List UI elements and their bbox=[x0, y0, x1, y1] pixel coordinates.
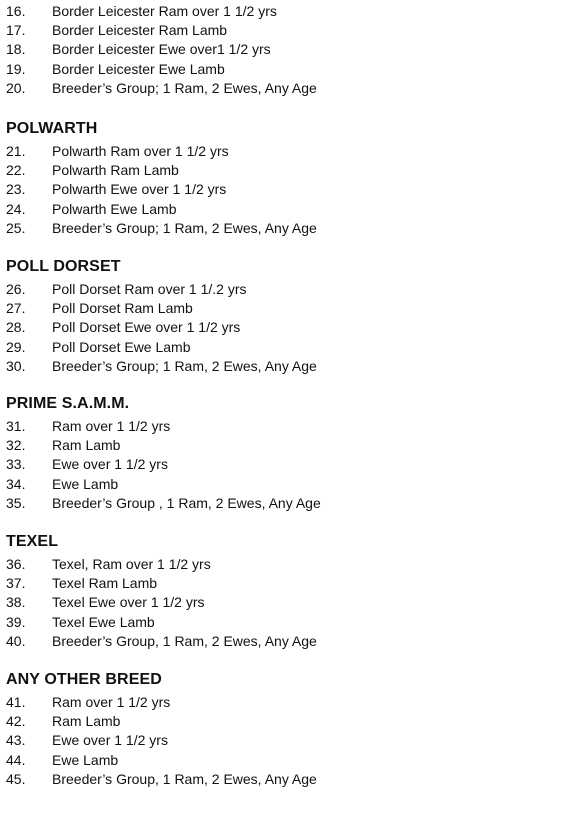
item-text: Polwarth Ram Lamb bbox=[52, 162, 179, 179]
item-number: 28. bbox=[6, 319, 26, 336]
item-number: 17. bbox=[6, 22, 26, 39]
item-number: 42. bbox=[6, 713, 26, 730]
list-item bbox=[6, 593, 566, 612]
item-text: Ram over 1 1/2 yrs bbox=[52, 694, 171, 710]
item-number: 31. bbox=[6, 418, 26, 434]
list-item bbox=[6, 21, 566, 40]
item-number: 20. bbox=[6, 79, 26, 96]
item-text: Poll Dorset Ewe over 1 1/2 yrs bbox=[52, 319, 241, 336]
item-number: 18. bbox=[6, 41, 26, 58]
list-item bbox=[6, 219, 566, 238]
list-item bbox=[6, 79, 566, 98]
list-item bbox=[6, 180, 566, 199]
item-text: Texel Ewe Lamb bbox=[52, 613, 155, 630]
item-text: Breeder’s Group; 1 Ram, 2 Ewes, Any Age bbox=[52, 357, 317, 374]
section-border-leicester bbox=[6, 2, 566, 98]
list-item bbox=[6, 417, 566, 436]
item-text: Border Leicester Ewe Lamb bbox=[52, 60, 225, 77]
section-poll-dorset bbox=[6, 256, 566, 376]
list-item bbox=[6, 693, 566, 712]
item-text: Texel, Ram over 1 1/2 yrs bbox=[52, 556, 211, 572]
item-text: Breeder’s Group; 1 Ram, 2 Ewes, Any Age bbox=[52, 79, 317, 96]
item-text: Poll Dorset Ram Lamb bbox=[52, 300, 193, 317]
list-item bbox=[6, 751, 566, 770]
list-item bbox=[6, 280, 566, 299]
item-text: Ram over 1 1/2 yrs bbox=[52, 418, 171, 434]
item-text: Texel Ewe over 1 1/2 yrs bbox=[52, 594, 205, 611]
list-item bbox=[6, 613, 566, 632]
list-item bbox=[6, 318, 566, 337]
list-item bbox=[6, 436, 566, 455]
item-text: Border Leicester Ram Lamb bbox=[52, 22, 228, 39]
section-heading: POLWARTH bbox=[6, 120, 98, 137]
item-number: 19. bbox=[6, 60, 26, 77]
item-text: Ram Lamb bbox=[52, 437, 121, 454]
item-number: 29. bbox=[6, 338, 26, 355]
item-text: Poll Dorset Ewe Lamb bbox=[52, 338, 191, 355]
item-text: Polwarth Ewe over 1 1/2 yrs bbox=[52, 181, 227, 198]
item-number: 24. bbox=[6, 200, 26, 217]
item-text: Ram Lamb bbox=[52, 713, 121, 730]
item-text: Ewe Lamb bbox=[52, 475, 119, 492]
list-item bbox=[6, 632, 566, 651]
item-number: 34. bbox=[6, 475, 26, 492]
list-item bbox=[6, 475, 566, 494]
list-item bbox=[6, 338, 566, 357]
list-item bbox=[6, 200, 566, 219]
item-text: Breeder’s Group, 1 Ram, 2 Ewes, Any Age bbox=[52, 770, 317, 787]
item-text: Ewe over 1 1/2 yrs bbox=[52, 456, 168, 473]
list-item bbox=[6, 60, 566, 79]
item-text: Ewe over 1 1/2 yrs bbox=[52, 732, 168, 749]
list-item bbox=[6, 731, 566, 750]
item-number: 16. bbox=[6, 3, 26, 19]
section-heading: ANY OTHER BREED bbox=[6, 671, 162, 688]
list-item bbox=[6, 2, 566, 21]
list-item bbox=[6, 712, 566, 731]
list-item bbox=[6, 494, 566, 513]
item-number: 21. bbox=[6, 143, 26, 159]
item-text: Polwarth Ram over 1 1/2 yrs bbox=[52, 143, 229, 159]
item-number: 32. bbox=[6, 437, 26, 454]
item-text: Breeder’s Group; 1 Ram, 2 Ewes, Any Age bbox=[52, 219, 317, 236]
section-any-other-breed bbox=[6, 669, 566, 789]
item-number: 30. bbox=[6, 357, 26, 374]
item-text: Border Leicester Ram over 1 1/2 yrs bbox=[52, 3, 277, 19]
item-text: Texel Ram Lamb bbox=[52, 575, 158, 592]
item-number: 39. bbox=[6, 613, 26, 630]
section-prime-samm bbox=[6, 393, 566, 513]
section-texel bbox=[6, 531, 566, 651]
item-text: Ewe Lamb bbox=[52, 751, 119, 768]
item-number: 44. bbox=[6, 751, 26, 768]
list-item bbox=[6, 142, 566, 161]
list-item bbox=[6, 299, 566, 318]
item-number: 26. bbox=[6, 281, 26, 297]
item-number: 40. bbox=[6, 632, 26, 649]
item-number: 36. bbox=[6, 556, 26, 572]
list-item bbox=[6, 770, 566, 789]
item-number: 45. bbox=[6, 770, 26, 787]
item-number: 22. bbox=[6, 162, 26, 179]
item-text: Breeder’s Group, 1 Ram, 2 Ewes, Any Age bbox=[52, 632, 317, 649]
item-number: 41. bbox=[6, 694, 26, 710]
item-text: Poll Dorset Ram over 1 1/.2 yrs bbox=[52, 281, 247, 297]
item-number: 37. bbox=[6, 575, 26, 592]
item-number: 38. bbox=[6, 594, 26, 611]
list-item bbox=[6, 357, 566, 376]
list-item bbox=[6, 161, 566, 180]
item-number: 33. bbox=[6, 456, 26, 473]
section-heading: POLL DORSET bbox=[6, 258, 121, 275]
list-item bbox=[6, 455, 566, 474]
list-item bbox=[6, 574, 566, 593]
item-number: 35. bbox=[6, 494, 26, 511]
item-number: 27. bbox=[6, 300, 26, 317]
item-number: 43. bbox=[6, 732, 26, 749]
section-heading: PRIME S.A.M.M. bbox=[6, 395, 130, 412]
list-item bbox=[6, 40, 566, 59]
item-number: 25. bbox=[6, 219, 26, 236]
item-text: Border Leicester Ewe over1 1/2 yrs bbox=[52, 41, 271, 58]
section-heading: TEXEL bbox=[6, 533, 59, 550]
item-text: Breeder’s Group , 1 Ram, 2 Ewes, Any Age bbox=[52, 494, 321, 511]
item-text: Polwarth Ewe Lamb bbox=[52, 200, 177, 217]
section-polwarth bbox=[6, 118, 566, 238]
item-number: 23. bbox=[6, 181, 26, 198]
list-item bbox=[6, 555, 566, 574]
